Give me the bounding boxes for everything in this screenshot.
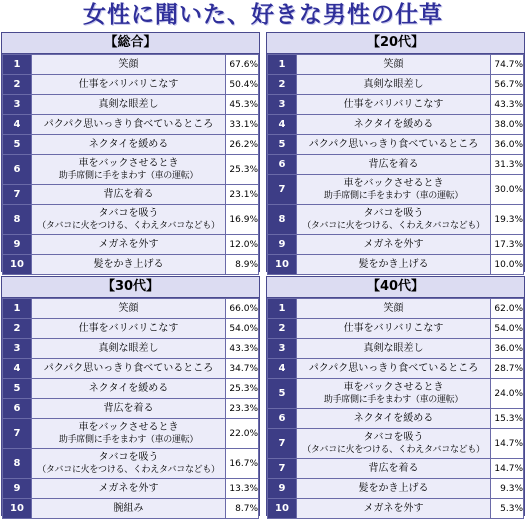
percentage-value: 14.7%	[491, 459, 524, 479]
behavior-label: ネクタイを緩める	[88, 138, 169, 150]
rank-number: 1	[3, 55, 32, 75]
behavior-sublabel: （タバコに火をつける、くわえタバコなども）	[302, 444, 485, 455]
percentage-value: 25.3%	[226, 379, 259, 399]
percentage-value: 25.3%	[226, 155, 259, 185]
percentage-value: 16.9%	[226, 205, 259, 235]
behavior-label: パクパク思いっきり食べているところ	[308, 362, 479, 374]
behavior-item	[297, 175, 491, 205]
behavior-item	[297, 235, 491, 255]
behavior-label: タバコを吸う	[363, 207, 424, 219]
behavior-item	[32, 75, 226, 95]
behavior-item	[32, 155, 226, 185]
behavior-item	[297, 155, 491, 175]
behavior-label: タバコを吸う	[98, 451, 159, 463]
behavior-item	[32, 449, 226, 479]
table-row	[3, 499, 259, 519]
percentage-value: 22.0%	[226, 419, 259, 449]
behavior-item	[32, 339, 226, 359]
behavior-item	[32, 319, 226, 339]
behavior-label: 仕事をバリバリこなす	[343, 98, 444, 110]
percentage-value: 43.3%	[491, 95, 524, 115]
percentage-value: 23.3%	[226, 399, 259, 419]
behavior-label: 腕組み	[113, 502, 144, 514]
table-row	[3, 75, 259, 95]
percentage-value: 12.0%	[226, 235, 259, 255]
behavior-item	[32, 359, 226, 379]
behavior-label: パクパク思いっきり食べているところ	[43, 362, 214, 374]
behavior-label: メガネを外す	[363, 238, 424, 250]
behavior-item	[32, 379, 226, 399]
behavior-item	[297, 339, 491, 359]
percentage-value: 36.0%	[491, 135, 524, 155]
behavior-label: ネクタイを緩める	[353, 118, 434, 130]
rank-number: 7	[3, 185, 32, 205]
rank-number: 4	[268, 359, 297, 379]
rank-number: 6	[3, 155, 32, 185]
percentage-value: 38.0%	[491, 115, 524, 135]
rank-number: 5	[268, 379, 297, 409]
rank-number: 2	[3, 75, 32, 95]
table-row	[3, 155, 259, 185]
table-row	[3, 185, 259, 205]
percentage-value: 13.3%	[226, 479, 259, 499]
rank-number: 9	[268, 479, 297, 499]
table-row	[268, 409, 524, 429]
behavior-item	[297, 95, 491, 115]
rank-number: 6	[268, 155, 297, 175]
rank-number: 6	[268, 409, 297, 429]
rank-number: 9	[3, 235, 32, 255]
behavior-label: 真剣な眼差し	[363, 342, 424, 354]
behavior-item	[297, 359, 491, 379]
behavior-item	[297, 205, 491, 235]
percentage-value: 30.0%	[491, 175, 524, 205]
behavior-item	[32, 185, 226, 205]
percentage-value: 26.2%	[226, 135, 259, 155]
behavior-label: 背広を着る	[368, 158, 419, 170]
behavior-label: 笑顔	[118, 58, 139, 70]
ranking-table	[267, 54, 524, 275]
table-row	[3, 399, 259, 419]
percentage-value: 34.7%	[226, 359, 259, 379]
percentage-value: 54.0%	[491, 319, 524, 339]
table-row	[268, 205, 524, 235]
ranking-table	[2, 54, 259, 275]
percentage-value: 45.3%	[226, 95, 259, 115]
percentage-value: 15.3%	[491, 409, 524, 429]
behavior-label: 背広を着る	[103, 188, 154, 200]
table-row	[3, 235, 259, 255]
table-row	[3, 135, 259, 155]
percentage-value: 74.7%	[491, 55, 524, 75]
behavior-item	[297, 299, 491, 319]
percentage-value: 14.7%	[491, 429, 524, 459]
table-row	[268, 115, 524, 135]
panel-header: 【20代】	[267, 33, 524, 54]
behavior-item	[297, 255, 491, 275]
rank-number: 1	[268, 55, 297, 75]
panel-header: 【総合】	[2, 33, 259, 54]
table-row	[268, 379, 524, 409]
behavior-label: 背広を着る	[368, 462, 419, 474]
behavior-label: 真剣な眼差し	[98, 342, 159, 354]
behavior-item	[32, 95, 226, 115]
behavior-label: メガネを外す	[98, 238, 159, 250]
behavior-label: メガネを外す	[98, 482, 159, 494]
percentage-value: 10.0%	[491, 255, 524, 275]
behavior-item	[32, 55, 226, 75]
behavior-label: 髪をかき上げる	[93, 258, 164, 270]
table-row	[3, 449, 259, 479]
table-row	[268, 339, 524, 359]
rank-number: 9	[3, 479, 32, 499]
behavior-label: 髪をかき上げる	[358, 482, 429, 494]
behavior-item	[32, 255, 226, 275]
table-row	[268, 429, 524, 459]
percentage-value: 43.3%	[226, 339, 259, 359]
ranking-panel-20s	[266, 32, 525, 272]
behavior-item	[32, 299, 226, 319]
percentage-value: 66.0%	[226, 299, 259, 319]
table-row	[3, 479, 259, 499]
rank-number: 5	[268, 135, 297, 155]
behavior-sublabel: （タバコに火をつける、くわえタバコなども）	[37, 220, 220, 231]
behavior-item	[297, 409, 491, 429]
table-row	[268, 235, 524, 255]
behavior-label: 笑顔	[118, 302, 139, 314]
percentage-value: 5.3%	[491, 499, 524, 519]
behavior-item	[297, 135, 491, 155]
percentage-value: 50.4%	[226, 75, 259, 95]
behavior-item	[297, 115, 491, 135]
percentage-value: 31.3%	[491, 155, 524, 175]
percentage-value: 36.0%	[491, 339, 524, 359]
panel-header: 【30代】	[2, 277, 259, 298]
ranking-panel-40s	[266, 276, 525, 516]
rank-number: 5	[3, 379, 32, 399]
table-row	[268, 499, 524, 519]
behavior-label: パクパク思いっきり食べているところ	[308, 138, 479, 150]
table-row	[268, 255, 524, 275]
percentage-value: 9.3%	[491, 479, 524, 499]
rank-number: 4	[3, 115, 32, 135]
behavior-item	[32, 479, 226, 499]
behavior-label: 車をバックさせるとき	[78, 157, 179, 169]
percentage-value: 17.3%	[491, 235, 524, 255]
behavior-label: 車をバックさせるとき	[343, 381, 444, 393]
behavior-sublabel: 助手席側に手をまわす（車の運転）	[58, 434, 199, 445]
table-row	[268, 459, 524, 479]
behavior-item	[32, 235, 226, 255]
percentage-value: 8.7%	[226, 499, 259, 519]
rank-number: 3	[268, 339, 297, 359]
percentage-value: 8.9%	[226, 255, 259, 275]
rank-number: 10	[268, 255, 297, 275]
behavior-item	[297, 429, 491, 459]
behavior-sublabel: （タバコに火をつける、くわえタバコなども）	[302, 220, 485, 231]
table-row	[3, 205, 259, 235]
rank-number: 8	[3, 449, 32, 479]
table-row	[268, 479, 524, 499]
behavior-item	[32, 135, 226, 155]
behavior-item	[32, 115, 226, 135]
behavior-item	[297, 499, 491, 519]
behavior-item	[297, 479, 491, 499]
table-row	[3, 255, 259, 275]
behavior-label: 笑顔	[383, 302, 404, 314]
behavior-label: 笑顔	[383, 58, 404, 70]
rank-number: 7	[3, 419, 32, 449]
panel-header: 【40代】	[267, 277, 524, 298]
rank-number: 7	[268, 175, 297, 205]
ranking-table	[2, 298, 259, 519]
behavior-label: 髪をかき上げる	[358, 258, 429, 270]
ranking-panel-30s	[1, 276, 260, 516]
page-title: 女性に聞いた、好きな男性の仕草	[83, 2, 443, 28]
behavior-item	[32, 499, 226, 519]
rank-number: 4	[3, 359, 32, 379]
rank-number: 3	[268, 95, 297, 115]
behavior-item	[32, 399, 226, 419]
table-row	[268, 299, 524, 319]
behavior-label: 仕事をバリバリこなす	[78, 78, 179, 90]
rank-number: 3	[3, 95, 32, 115]
behavior-label: パクパク思いっきり食べているところ	[43, 118, 214, 130]
rank-number: 1	[268, 299, 297, 319]
percentage-value: 67.6%	[226, 55, 259, 75]
table-row	[268, 75, 524, 95]
percentage-value: 28.7%	[491, 359, 524, 379]
rank-number: 9	[268, 235, 297, 255]
behavior-item	[32, 205, 226, 235]
percentage-value: 23.1%	[226, 185, 259, 205]
ranking-table	[267, 298, 524, 519]
table-row	[3, 55, 259, 75]
behavior-label: 真剣な眼差し	[363, 78, 424, 90]
table-row	[3, 299, 259, 319]
table-row	[268, 175, 524, 205]
percentage-value: 19.3%	[491, 205, 524, 235]
behavior-sublabel: 助手席側に手をまわす（車の運転）	[323, 190, 464, 201]
behavior-label: タバコを吸う	[98, 207, 159, 219]
behavior-item	[32, 419, 226, 449]
table-row	[3, 419, 259, 449]
behavior-label: 車をバックさせるとき	[78, 421, 179, 433]
table-row	[268, 95, 524, 115]
ranking-panel-overall	[1, 32, 260, 272]
behavior-label: 車をバックさせるとき	[343, 177, 444, 189]
table-row	[3, 379, 259, 399]
table-row	[268, 359, 524, 379]
percentage-value: 16.7%	[226, 449, 259, 479]
behavior-item	[297, 55, 491, 75]
behavior-label: 真剣な眼差し	[98, 98, 159, 110]
percentage-value: 33.1%	[226, 115, 259, 135]
behavior-item	[297, 75, 491, 95]
behavior-sublabel: 助手席側に手をまわす（車の運転）	[323, 394, 464, 405]
rank-number: 4	[268, 115, 297, 135]
rank-number: 7	[268, 459, 297, 479]
rank-number: 2	[268, 319, 297, 339]
behavior-sublabel: （タバコに火をつける、くわえタバコなども）	[37, 464, 220, 475]
percentage-value: 56.7%	[491, 75, 524, 95]
table-row	[268, 135, 524, 155]
table-row	[268, 319, 524, 339]
table-row	[3, 359, 259, 379]
behavior-label: タバコを吸う	[363, 431, 424, 443]
rank-number: 3	[3, 339, 32, 359]
behavior-label: 仕事をバリバリこなす	[343, 322, 444, 334]
rank-number: 1	[3, 299, 32, 319]
table-row	[3, 115, 259, 135]
table-row	[3, 339, 259, 359]
behavior-item	[297, 319, 491, 339]
behavior-label: メガネを外す	[363, 502, 424, 514]
rank-number: 8	[268, 205, 297, 235]
table-row	[3, 95, 259, 115]
rank-number: 10	[268, 499, 297, 519]
rank-number: 8	[3, 205, 32, 235]
behavior-item	[297, 459, 491, 479]
rank-number: 10	[3, 499, 32, 519]
behavior-label: ネクタイを緩める	[353, 412, 434, 424]
table-row	[268, 55, 524, 75]
behavior-label: 背広を着る	[103, 402, 154, 414]
behavior-sublabel: 助手席側に手をまわす（車の運転）	[58, 170, 199, 181]
percentage-value: 24.0%	[491, 379, 524, 409]
table-row	[268, 155, 524, 175]
rank-number: 2	[3, 319, 32, 339]
table-row	[3, 319, 259, 339]
rank-number: 5	[3, 135, 32, 155]
rank-number: 7	[268, 429, 297, 459]
rank-number: 6	[3, 399, 32, 419]
percentage-value: 62.0%	[491, 299, 524, 319]
behavior-label: 仕事をバリバリこなす	[78, 322, 179, 334]
rank-number: 2	[268, 75, 297, 95]
behavior-item	[297, 379, 491, 409]
behavior-label: ネクタイを緩める	[88, 382, 169, 394]
rank-number: 10	[3, 255, 32, 275]
percentage-value: 54.0%	[226, 319, 259, 339]
